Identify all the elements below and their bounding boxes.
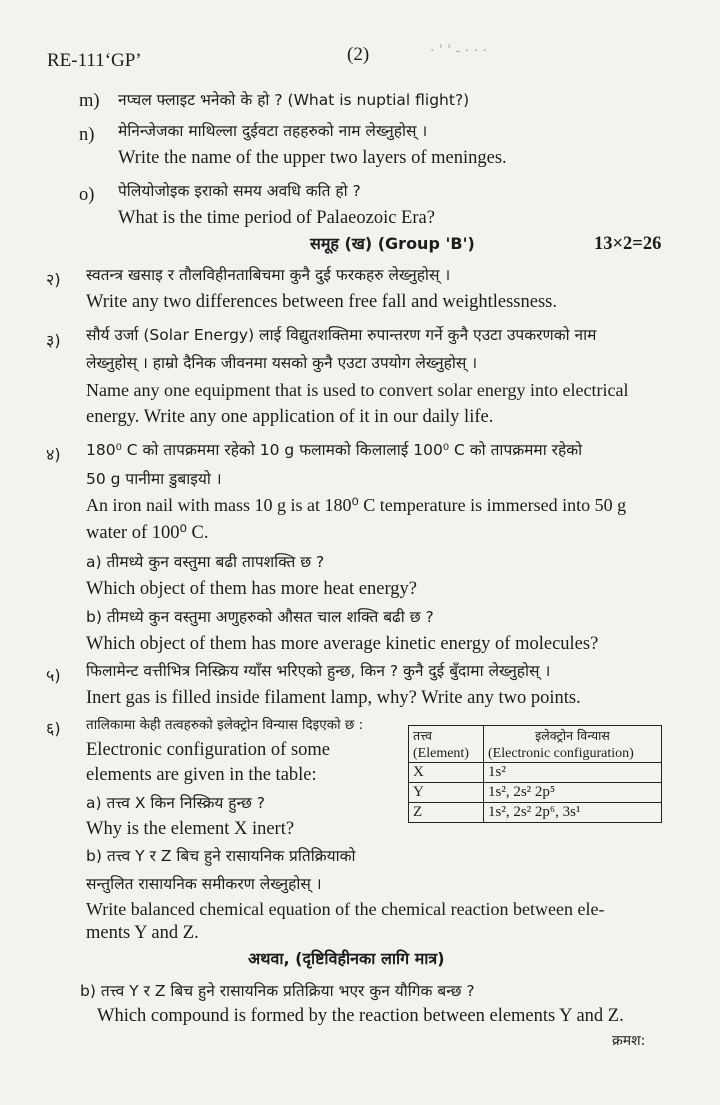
q3-nepali-2: लेख्नुहोस् । हाम्रो दैनिक जीवनमा यसको कुनै एउटा उपयोग लेख्नुहोस् । — [86, 354, 478, 372]
configuration-header-nepali: इलेक्ट्रोन विन्यास — [535, 728, 610, 743]
q-o-english: What is the time period of Palaeozoic Era? — [118, 208, 435, 228]
q3-number: ३) — [46, 331, 61, 350]
faded-header-marks: · ' ' - · · · — [430, 43, 487, 59]
page-number: (2) — [347, 44, 370, 65]
q6b-english-2: ments Y and Z. — [86, 923, 199, 943]
element-cell: X — [409, 763, 484, 783]
paper-code: RE-111‘GP’ — [47, 50, 142, 71]
q-n-english: Write the name of the upper two layers of meninges. — [118, 148, 507, 168]
q5-nepali: फिलामेन्ट वत्तीभित्र निस्क्रिय ग्याँस भरिएको हुन्छ, किन ? कुनै दुई बुँदामा लेख्नुहोस् । — [86, 662, 551, 680]
configuration-header — [484, 726, 662, 763]
q-m-text: नप्चल फ्लाइट भनेको के हो ? (What is nuptial flight?) — [118, 91, 470, 109]
q4a-nepali: a) तीमध्ये कुन वस्तुमा बढी तापशक्ति छ ? — [86, 553, 325, 571]
q4-english-2: water of 100⁰ C. — [86, 523, 209, 543]
or-b-english: Which compound is formed by the reaction between elements Y and Z. — [97, 1006, 624, 1026]
q2-number: २) — [46, 270, 61, 289]
q4-english-1: An iron nail with mass 10 g is at 180⁰ C temperature is immersed into 50 g — [86, 495, 627, 515]
configuration-cell: 1s², 2s² 2p⁶, 3s¹ — [484, 803, 662, 823]
q6a-english: Why is the element X inert? — [86, 819, 295, 839]
q-m-label: m) — [79, 91, 100, 111]
q2-english: Write any two differences between free fall and weightlessness. — [86, 292, 557, 312]
table-row — [409, 783, 662, 803]
group-b-title: समूह (ख) (Group 'B') — [310, 234, 475, 253]
q6b-nepali-1: b) तत्त्व Y र Z बिच हुने रासायनिक प्रतिक्रियाको — [86, 847, 356, 865]
q4-nepali-1: 180⁰ C को तापक्रममा रहेको 10 g फलामको किलालाई 100⁰ C को तापक्रममा रहेको — [86, 441, 583, 459]
q4-number: ४) — [46, 445, 61, 464]
q5-english: Inert gas is filled inside filament lamp, why? Write any two points. — [86, 688, 581, 708]
or-section-title: अथवा, (दृष्टिविहीनका लागि मात्र) — [248, 949, 445, 968]
q6a-nepali: a) तत्त्व X किन निस्क्रिय हुन्छ ? — [86, 794, 265, 812]
electron-config-table — [408, 725, 662, 823]
q-n-label: n) — [79, 125, 95, 145]
q4-nepali-2: 50 g पानीमा डुबाइयो । — [86, 470, 222, 488]
continued-note: क्रमश: — [612, 1033, 646, 1049]
q4a-english: Which object of them has more heat energy? — [86, 579, 417, 599]
q-n-nepali: मेनिन्जेजका माथिल्ला दुईवटा तहहरुको नाम लेख्नुहोस् । — [118, 122, 428, 140]
q3-english-1: Name any one equipment that is used to convert solar energy into electrical — [86, 380, 629, 400]
q6-english-intro-2: elements are given in the table: — [86, 765, 317, 785]
q-o-label: o) — [79, 185, 95, 205]
q6-english-intro-1: Electronic configuration of some — [86, 740, 331, 760]
or-b-nepali: b) तत्त्व Y र Z बिच हुने रासायनिक प्रतिक्रिया भएर कुन यौगिक बन्छ ? — [80, 982, 475, 1000]
element-header-nepali: तत्त्व — [413, 728, 432, 743]
q5-number: ५) — [46, 666, 61, 685]
element-header — [409, 726, 484, 763]
table-header-row — [409, 726, 662, 763]
q6b-nepali-2: सन्तुलित रासायनिक समीकरण लेख्नुहोस् । — [86, 875, 322, 893]
element-cell: Z — [409, 803, 484, 823]
q3-nepali-1: सौर्य उर्जा (Solar Energy) लाई विद्युतशक्तिमा रुपान्तरण गर्ने कुनै एउटा उपकरणको नाम — [86, 326, 597, 344]
table-row — [409, 803, 662, 823]
table-row — [409, 763, 662, 783]
q2-nepali: स्वतन्त्र खसाइ र तौलविहीनताबिचमा कुनै दुई फरकहरु लेख्नुहोस् । — [86, 266, 451, 284]
q6-number: ६) — [46, 719, 61, 738]
configuration-cell: 1s², 2s² 2p⁵ — [484, 783, 662, 803]
q6-nepali-intro: तालिकामा केही तत्वहरुको इलेक्ट्रोन विन्यास दिइएको छ : — [86, 717, 364, 733]
configuration-header-english: (Electronic configuration) — [488, 746, 634, 761]
group-b-marks: 13×2=26 — [594, 234, 662, 254]
element-header-english: (Element) — [413, 746, 469, 761]
configuration-cell: 1s² — [484, 763, 662, 783]
q3-english-2: energy. Write any one application of it in our daily life. — [86, 407, 494, 427]
q6b-english-1: Write balanced chemical equation of the chemical reaction between ele- — [86, 899, 605, 919]
q4b-english: Which object of them has more average kinetic energy of molecules? — [86, 634, 599, 654]
q-o-nepali: पेलियोजोइक इराको समय अवधि कति हो ? — [118, 182, 361, 200]
element-cell: Y — [409, 783, 484, 803]
q4b-nepali: b) तीमध्ये कुन वस्तुमा अणुहरुको औसत चाल शक्ति बढी छ ? — [86, 608, 434, 626]
